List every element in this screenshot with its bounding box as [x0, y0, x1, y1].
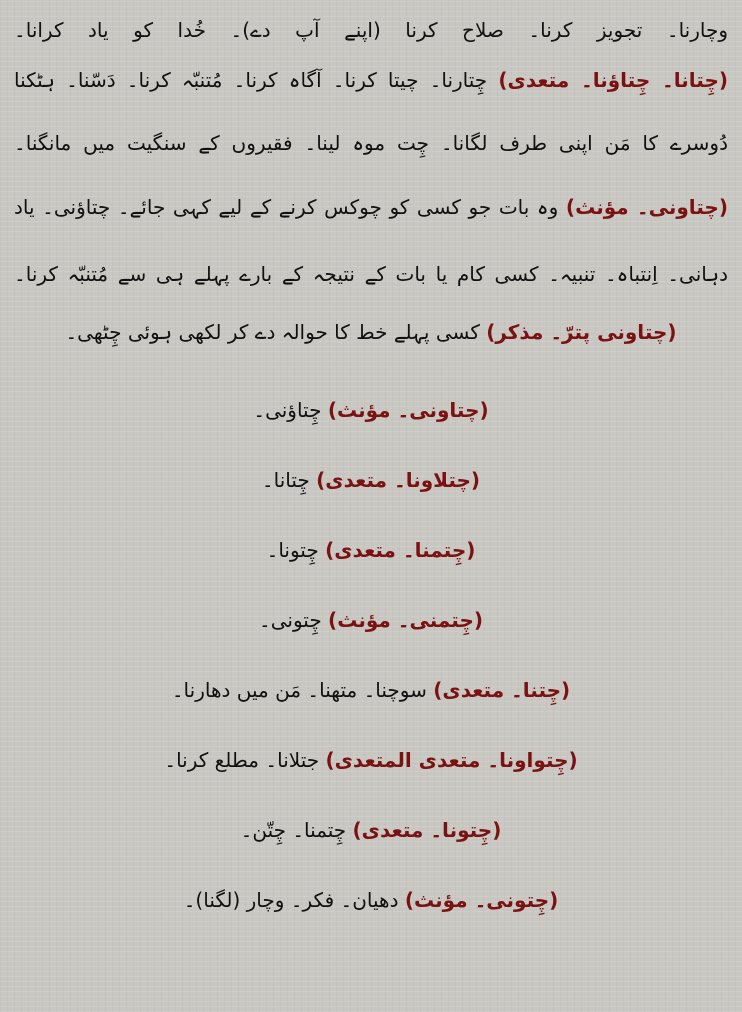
entry-text: چِتارنا۔ چیتا کرنا۔ آگاہ کرنا۔ مُتنبّہ کرنا۔ دَسّنا۔ ہٹکنا: [14, 68, 488, 92]
entry-line-4: [14, 195, 728, 262]
entry-line-2: [14, 68, 728, 131]
entry-line-9: [14, 538, 728, 608]
headword: (چِتمنا۔ متعدی): [325, 538, 476, 562]
entry-line-10: [14, 608, 728, 678]
entry-line-1: [14, 18, 728, 68]
headword: (چتاونی پترّ۔ مذکر): [486, 320, 677, 344]
entry-text: وچارنا۔ تجویز کرنا۔ صلاح کرنا (اپنے آپ دے)۔ خُدا کو یاد کرانا۔: [14, 18, 728, 42]
entry-text: چِتاؤنی۔: [253, 398, 322, 422]
headword: (چِتمنی۔ مؤنث): [328, 608, 483, 632]
headword: (چِتنا۔ متعدی): [433, 678, 571, 702]
entry-text: چِتمنا۔ چِتّن۔: [240, 818, 347, 842]
headword: (چِتانا۔ چِتاؤنا۔ متعدی): [498, 68, 728, 92]
headword: (چِتونا۔ متعدی): [352, 818, 502, 842]
entry-line-14: [14, 888, 728, 958]
entry-text: جتلانا۔ مطلع کرنا۔: [164, 748, 320, 772]
entry-line-11: [14, 678, 728, 748]
entry-line-3: [14, 131, 728, 195]
entry-text: کسی پہلے خط کا حوالہ دے کر لکھی ہوئی چِٹھی۔: [65, 320, 480, 344]
headword: (چتاونی۔ مؤنث): [565, 195, 728, 219]
entry-line-8: [14, 468, 728, 538]
entry-text: چِتونا۔: [266, 538, 319, 562]
headword: (چِتواونا۔ متعدی المتعدی): [325, 748, 578, 772]
headword: (چِتونی۔ مؤنث): [404, 888, 559, 912]
entry-text: چِتانا۔: [261, 468, 310, 492]
entry-line-6: [14, 320, 728, 398]
entry-text: وہ بات جو کسی کو چوکس کرنے کے لیے کہی جائے۔ چتاؤنی۔ یاد: [14, 195, 559, 219]
entry-text: چِتونی۔: [259, 608, 322, 632]
headword: (چتاونی۔ مؤنث): [327, 398, 489, 422]
entry-line-12: [14, 748, 728, 818]
entry-text: دھیان۔ فکر۔ وچار (لگنا)۔: [183, 888, 399, 912]
entry-text: سوچنا۔ متھنا۔ مَن میں دھارنا۔: [171, 678, 427, 702]
headword: (چتلاونا۔ متعدی): [316, 468, 481, 492]
entry-text: دُوسرے کا مَن اپنی طرف لگانا۔ چِت موہ لینا۔ فقیروں کے سنگیت میں مانگنا۔: [14, 131, 728, 155]
entry-line-5: [14, 262, 728, 320]
entry-text: دہانی۔ اِنتباہ۔ تنبیہ۔ کسی کام یا بات کے نتیجہ کے بارے پہلے ہی سے مُتنبّہ کرنا۔: [14, 262, 728, 286]
entry-line-13: [14, 818, 728, 888]
entry-line-7: [14, 398, 728, 468]
